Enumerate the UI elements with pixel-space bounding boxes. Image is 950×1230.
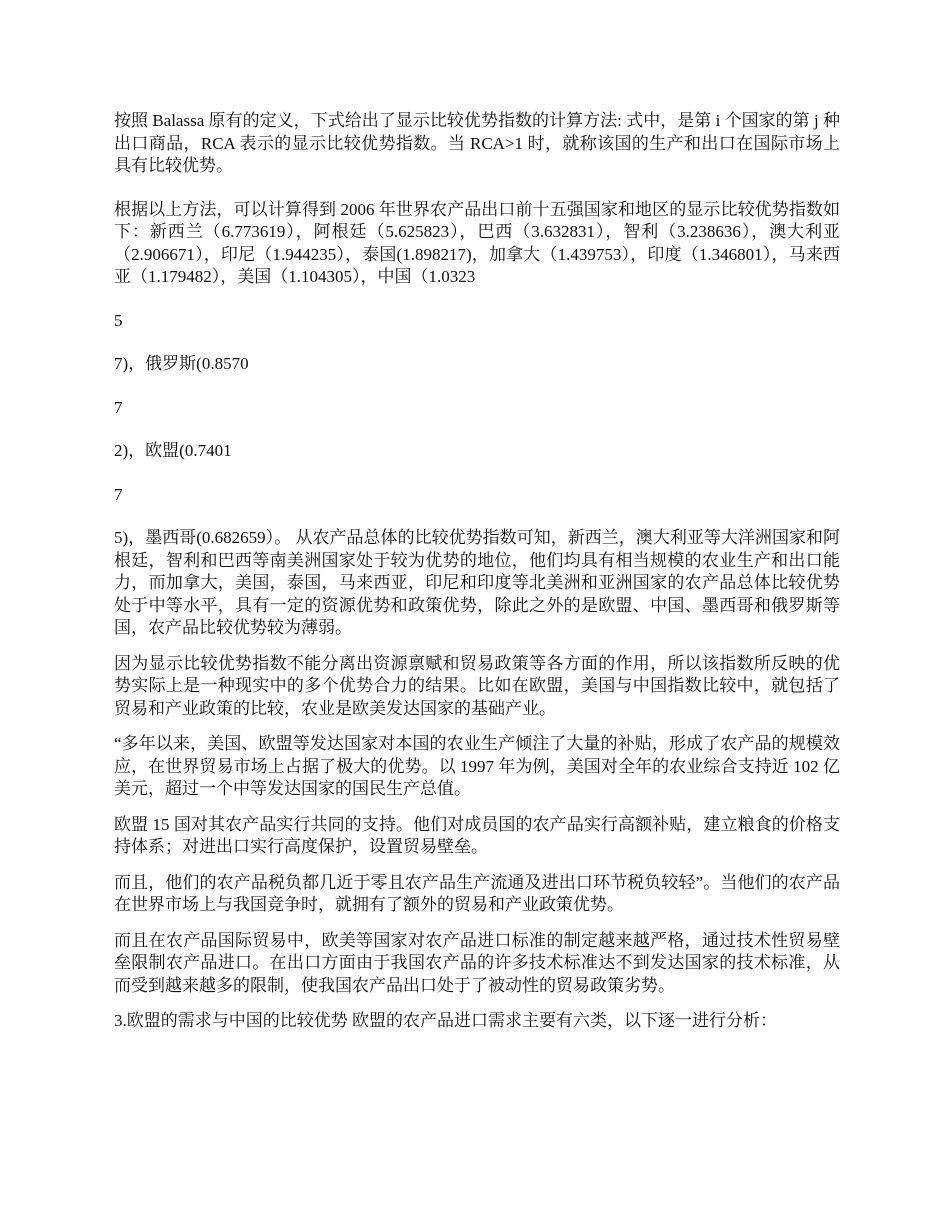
paragraph-fragment-5: 7 [114, 484, 123, 504]
paragraph-overall-advantage: 5)，墨西哥(0.682659）。 从农产品总体的比较优势指数可知，新西兰，澳大利亚等大洋洲国家和阿根廷，智利和巴西等南美洲国家处于较为优势的地位，他们均具有相当规模的农业生产和出口能力，而加拿大，美国，泰国，马来西亚，印尼和印度等北美洲和亚洲国家的农产品总体比较优势处于中等水平，具有一定的资源优势和政策优势，除此之外的是欧盟、中国、墨西哥和俄罗斯等国，农产品比较优势较为薄弱。 [114, 528, 840, 637]
document-page [114, 110, 840, 1046]
paragraph-eu-support: 欧盟 15 国对其农产品实行共同的支持。他们对成员国的农产品实行高额补贴，建立粮食的价格支持体系；对进出口实行高度保护，设置贸易壁垒。 [114, 814, 840, 856]
paragraph-rca-ranking: 根据以上方法，可以计算得到 2006 年世界农产品出口前十五强国家和地区的显示比较优势指数如下：新西兰（6.773619），阿根廷（5.625823），巴西（3.632831），智利（3.238636），澳大利亚（2.906671），印尼（1.944235），泰国(1.898217)，加拿大（1.439753），印度（1.346801），马来西亚（1.179482），美国（1.104305），中国（1.0323 [114, 199, 840, 286]
paragraph-eu-demand-heading: 3.欧盟的需求与中国的比较优势 欧盟的农产品进口需求主要有六类，以下逐一进行分析： [114, 1011, 777, 1030]
paragraph-technical-barriers: 而且在农产品国际贸易中，欧美等国家对农产品进口标准的制定越来越严格，通过技术性贸易壁垒限制农产品进口。在出口方面由于我国农产品的许多技术标准达不到发达国家的技术标准，从而受到越来越多的限制，使我国农产品出口处于了被动性的贸易政策劣势。 [114, 930, 840, 995]
paragraph-index-limitations: 因为显示比较优势指数不能分离出资源禀赋和贸易政策等各方面的作用，所以该指数所反映的优势实际上是一种现实中的多个优势合力的结果。比如在欧盟，美国与中国指数比较中，就包括了贸易和产业政策的比较，农业是欧美发达国家的基础产业。 [114, 653, 840, 718]
paragraph-fragment-4: 2)，欧盟(0.7401 [114, 441, 232, 460]
paragraph-fragment-2: 7)，俄罗斯(0.8570 [114, 354, 249, 373]
paragraph-rca-definition: 按照 Balassa 原有的定义，下式给出了显示比较优势指数的计算方法: 式中，是第 i 个国家的第 j 种出口商品，RCA 表示的显示比较优势指数。当 RCA>1 时，就称该国的生产和出口在国际市场上具有比较优势。 [114, 111, 840, 175]
paragraph-fragment-1: 5 [114, 310, 123, 330]
paragraph-fragment-3: 7 [114, 397, 123, 417]
paragraph-subsidies-quote: “多年以来，美国、欧盟等发达国家对本国的农业生产倾注了大量的补贴，形成了农产品的规模效应，在世界贸易市场上占据了极大的优势。以 1997 年为例，美国对全年的农业综合支持近 102 亿美元，超过一个中等发达国家的国民生产总值。 [114, 734, 840, 798]
paragraph-tax-burden: 而且，他们的农产品税负都几近于零且农产品生产流通及进出口环节税负较轻”。当他们的农产品在世界市场上与我国竞争时，就拥有了额外的贸易和产业政策优势。 [114, 872, 840, 914]
